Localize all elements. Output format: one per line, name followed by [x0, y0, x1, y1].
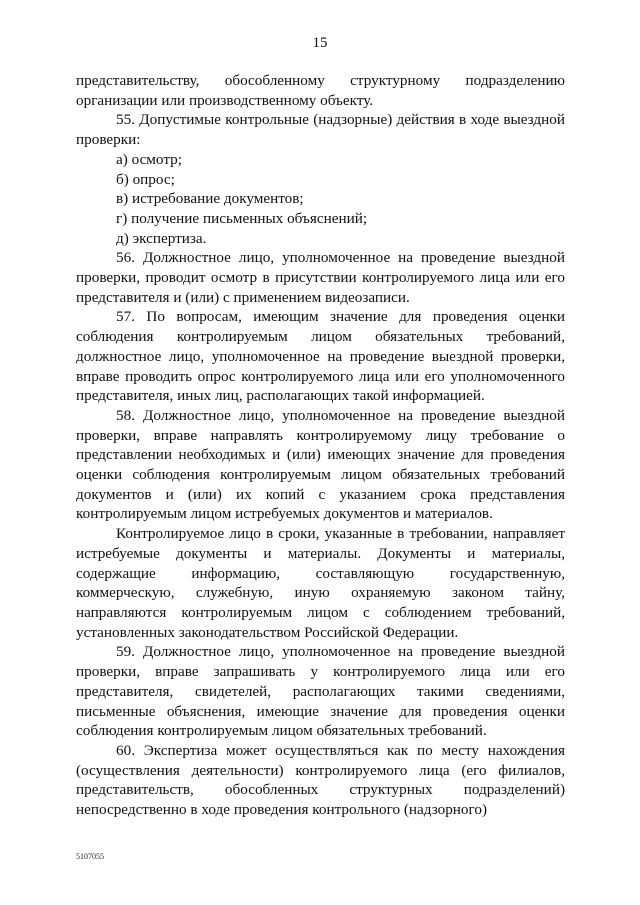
paragraph-57: 57. По вопросам, имеющим значение для проведения оценки соблюдения контролируемым лицом обязательных требований, должностное лицо, уполномоченное на проведение выездной проверки, вправе проводить опрос контролируемого лица или его уполномоченного представителя, иных лиц, располагающих такой информацией. — [76, 308, 565, 405]
document-code: 5107055 — [76, 852, 104, 861]
paragraph-58: 58. Должностное лицо, уполномоченное на проведение выездной проверки, вправе направлять контролируемому лицу требование о представлении необходимых и (или) имеющих значение для проведения оценки соблюдения контролируемым лицом обязательных требований документов и (или) их копий с указанием срока представления контролируемым лицом истребуемых документов и материалов. — [76, 406, 565, 523]
list-item-g: г) получение письменных объяснений; — [116, 209, 368, 227]
paragraph-55: 55. Допустимые контрольные (надзорные) действия в ходе выездной проверки: — [76, 111, 565, 149]
paragraph-continuation: представительству, обособленному структурному подразделению организации или производственному объекту. — [76, 72, 565, 109]
list-item-a: а) осмотр; — [116, 150, 182, 168]
paragraph-56: 56. Должностное лицо, уполномоченное на проведение выездной проверки, проводит осмотр в присутствии контролируемого лица или его представителя и (или) с применением видеозаписи. — [76, 249, 565, 306]
list-item-b: б) опрос; — [116, 170, 175, 188]
paragraph-59: 59. Должностное лицо, уполномоченное на проведение выездной проверки, вправе запрашивать у контролируемого лица или его представителя, свидетелей, располагающих такими сведениями, письменные объяснения, имеющие значение для проведения оценки соблюдения контролируемым лицом обязательных требований. — [76, 643, 565, 740]
paragraph-58-continued: Контролируемое лицо в сроки, указанные в требовании, направляет истребуемые документы и материалы. Документы и материалы, содержащие информацию, составляющую государственную, коммерческую, служебную, иную охраняемую законом тайну, направляются контролируемым лицом с соблюдением требований, установленных законодательством Российской Федерации. — [76, 525, 565, 641]
page-number: 15 — [312, 35, 328, 51]
body-text — [76, 71, 565, 820]
list-item-v: в) истребование документов; — [116, 190, 304, 208]
list-item-d: д) экспертиза. — [116, 229, 207, 247]
paragraph-60: 60. Экспертиза может осуществляться как по месту нахождения (осуществления деятельности) контролируемого лица (его филиалов, представительств, обособленных структурных подразделений) непосредственно в ходе проведения контрольного (надзорного) — [76, 741, 565, 819]
